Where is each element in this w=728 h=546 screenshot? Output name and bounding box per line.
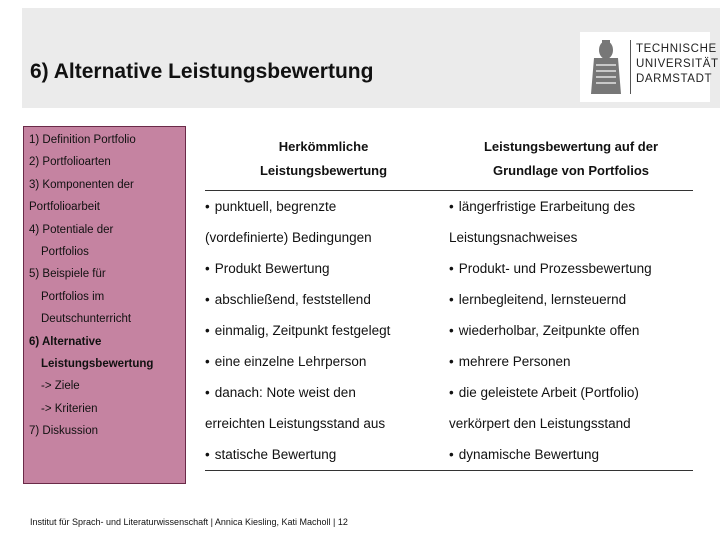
agenda-item: 1) Definition Portfolio bbox=[29, 134, 136, 146]
cell-text: einmalig, Zeitpunkt festgelegt bbox=[214, 323, 391, 338]
cell-text: verkörpert den Leistungsstand bbox=[449, 416, 631, 431]
header-line: Leistungsbewertung auf der bbox=[483, 138, 659, 154]
bullet-icon: • bbox=[449, 447, 454, 462]
header-traditional bbox=[205, 127, 442, 190]
footer-text: Institut für Sprach- und Literaturwissenschaft | Annica Kiesling, Kati Macholl | 12 bbox=[30, 517, 348, 527]
table-cell bbox=[205, 284, 442, 315]
logo-line: TECHNISCHE bbox=[636, 43, 717, 55]
table-cell bbox=[205, 408, 442, 439]
table-cell bbox=[442, 284, 693, 315]
table-row bbox=[205, 377, 693, 408]
table-cell bbox=[442, 253, 693, 284]
table-cell bbox=[442, 377, 693, 408]
slide-title: 6) Alternative Leistungsbewertung bbox=[30, 60, 374, 83]
cell-text: dynamische Bewertung bbox=[458, 447, 600, 462]
table-cell bbox=[442, 439, 693, 470]
table-cell bbox=[205, 439, 442, 470]
bullet-icon: • bbox=[205, 292, 210, 307]
table-cell bbox=[442, 408, 693, 439]
bullet-icon: • bbox=[449, 292, 454, 307]
cell-text: längerfristige Erarbeitung des bbox=[458, 199, 636, 214]
table-row bbox=[205, 284, 693, 315]
agenda-sidebar bbox=[23, 126, 186, 484]
bullet-icon: • bbox=[449, 354, 454, 369]
bullet-icon: • bbox=[449, 199, 454, 214]
table-row bbox=[205, 222, 693, 253]
table-cell bbox=[442, 315, 693, 346]
agenda-item: 3) Komponenten der bbox=[29, 178, 134, 191]
table-row bbox=[205, 191, 693, 222]
table-cell bbox=[205, 191, 442, 222]
cell-text: punktuell, begrenzte bbox=[214, 199, 337, 214]
agenda-item: 5) Beispiele für bbox=[29, 268, 106, 281]
comparison-table bbox=[205, 127, 693, 471]
agenda-item: Leistungsbewertung bbox=[41, 358, 154, 371]
agenda-item: Portfolioarbeit bbox=[29, 201, 100, 214]
cell-text: danach: Note weist den bbox=[214, 385, 356, 400]
agenda-item: 4) Potentiale der bbox=[29, 223, 114, 236]
logo-line: UNIVERSITÄT bbox=[636, 58, 719, 70]
agenda-list bbox=[29, 129, 185, 443]
cell-text: abschließend, feststellend bbox=[214, 292, 371, 307]
cell-text: mehrere Personen bbox=[458, 354, 571, 369]
cell-text: die geleistete Arbeit (Portfolio) bbox=[458, 385, 639, 400]
cell-text: Produkt- und Prozessbewertung bbox=[458, 261, 652, 276]
cell-text: erreichten Leistungsstand aus bbox=[205, 416, 386, 431]
cell-text: lernbegleitend, lernsteuernd bbox=[458, 292, 627, 307]
logo-wordmark bbox=[636, 42, 719, 87]
agenda-item: 2) Portfolioarten bbox=[29, 156, 111, 169]
table-cell bbox=[205, 377, 442, 408]
cell-text: eine einzelne Lehrperson bbox=[214, 354, 367, 369]
bullet-icon: • bbox=[205, 385, 210, 400]
table-cell bbox=[205, 315, 442, 346]
agenda-item: Deutschunterricht bbox=[41, 313, 132, 326]
cell-text: Leistungsnachweises bbox=[449, 230, 578, 245]
table-row bbox=[205, 408, 693, 439]
university-logo bbox=[580, 32, 719, 102]
bullet-icon: • bbox=[205, 261, 210, 276]
table-cell bbox=[442, 222, 693, 253]
cell-text: Produkt Bewertung bbox=[214, 261, 330, 276]
header-line: Herkömmliche bbox=[278, 138, 369, 154]
agenda-item: Portfolios bbox=[41, 246, 89, 259]
table-row bbox=[205, 253, 693, 284]
bullet-icon: • bbox=[449, 385, 454, 400]
bullet-icon: • bbox=[449, 323, 454, 338]
cell-text: statische Bewertung bbox=[214, 447, 337, 462]
bullet-icon: • bbox=[205, 199, 210, 214]
header-line: Grundlage von Portfolios bbox=[492, 162, 649, 178]
table-header-row bbox=[205, 127, 693, 191]
table-cell bbox=[442, 191, 693, 222]
table-cell bbox=[205, 346, 442, 377]
bullet-icon: • bbox=[205, 323, 210, 338]
table-bottom-border bbox=[205, 470, 693, 471]
table-row bbox=[205, 315, 693, 346]
agenda-item: 7) Diskussion bbox=[29, 425, 99, 438]
bullet-icon: • bbox=[205, 447, 210, 462]
header-portfolio bbox=[442, 127, 693, 190]
logo-line: DARMSTADT bbox=[636, 73, 713, 85]
table-cell bbox=[205, 253, 442, 284]
table-body bbox=[205, 191, 693, 470]
table-cell bbox=[205, 222, 442, 253]
cell-text: wiederholbar, Zeitpunkte offen bbox=[458, 323, 640, 338]
agenda-item: 6) Alternative bbox=[29, 335, 102, 348]
table-row bbox=[205, 439, 693, 470]
bullet-icon: • bbox=[449, 261, 454, 276]
athene-logo-icon bbox=[586, 38, 626, 96]
agenda-item: Portfolios im bbox=[41, 290, 105, 303]
logo-separator bbox=[630, 40, 631, 94]
cell-text: (vordefinierte) Bedingungen bbox=[205, 230, 372, 245]
header-line: Leistungsbewertung bbox=[259, 162, 388, 178]
agenda-item: -> Ziele bbox=[41, 380, 80, 393]
table-row bbox=[205, 346, 693, 377]
table-cell bbox=[442, 346, 693, 377]
bullet-icon: • bbox=[205, 354, 210, 369]
agenda-item: -> Kriterien bbox=[41, 402, 98, 415]
